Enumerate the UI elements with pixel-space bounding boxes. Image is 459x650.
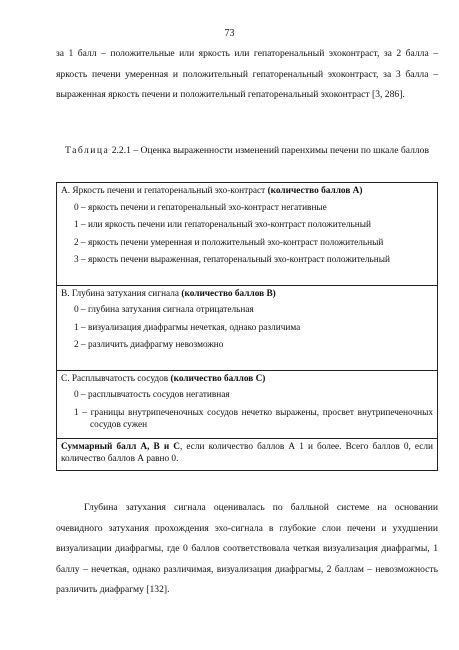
table-caption-text: 2.2.1 – Оценка выраженности изменений паренхимы печени по шкале баллов	[109, 145, 429, 156]
intro-paragraph: за 1 балл – положительные или яркость или гепаторенальный эхоконтраст, за 2 балла – яркость печени умеренная и положительный гепаторенальный эхоконтраст, за 3 балла – выраженная яркость печени и положительный гепаторенальный эхоконтраст [3, 286].	[56, 48, 438, 100]
section-b-item: 2 – различить диафрагму невозможно	[74, 340, 224, 350]
page-number: 73	[224, 28, 235, 39]
summary-bold: Суммарный балл А, В и С	[61, 441, 180, 452]
section-a-item: 1 – или яркость печени или гепаторенальный эхо-контраст положительный	[74, 220, 371, 230]
table-caption-label: Таблица	[64, 145, 110, 156]
table-cell-section-a	[57, 183, 438, 286]
table-cell-summary	[57, 438, 438, 470]
summary-text: , если количество баллов А 1 и более. Всего баллов 0, если количество баллов А равно 0.	[61, 441, 433, 464]
section-a-title: А. Яркость печени и гепаторенальный эхо-контраст (количество баллов А)	[61, 186, 363, 196]
section-c-item: 0 – расплывчатость сосудов негативная	[74, 390, 230, 400]
section-b-title: B. Глубина затухания сигнала (количество баллов B)	[61, 288, 276, 299]
section-c-item: 1 – границы внутрипеченочных сосудов нечетко выражены, просвет внутрипеченочных сосудов сужен	[74, 407, 433, 430]
table-row-section-c	[57, 370, 438, 438]
table-row-summary	[57, 438, 438, 470]
body-paragraph: Глубина затухания сигнала оценивалась по балльной системе на основании очевидного затухания прохождения эхо-сигнала в глубокие слои печени и ухудшении визуализации диафрагмы, где 0 баллов соответствовала четкая визуализация диафрагмы, 1 баллу – нечеткая, однако различимая, визуализация диафрагмы, 2 баллам – невозможность различить диафрагму [132].	[56, 502, 438, 595]
section-b-item: 0 – глубина затухания сигнала отрицательная	[74, 305, 254, 315]
section-b-item: 1 – визуализация диафрагмы нечеткая, однако различима	[74, 322, 301, 333]
liver-scale-table	[56, 182, 438, 471]
section-a-item: 3 – яркость печени выраженная, гепаторенальный эхо-контраст положительный	[74, 255, 390, 265]
table-row-section-b	[57, 285, 438, 370]
section-a-item: 2 – яркость печени умеренная и положительный эхо-контраст положительный	[74, 237, 384, 248]
table-cell-section-b	[57, 285, 438, 370]
table-cell-section-c	[57, 370, 438, 438]
section-c-title: C. Расплывчатость сосудов (количество баллов С)	[61, 373, 266, 384]
section-a-item: 0 – яркость печени и гепаторенальный эхо-контраст негативные	[74, 202, 327, 213]
table-caption	[56, 141, 438, 160]
table-row-section-a	[57, 183, 438, 286]
